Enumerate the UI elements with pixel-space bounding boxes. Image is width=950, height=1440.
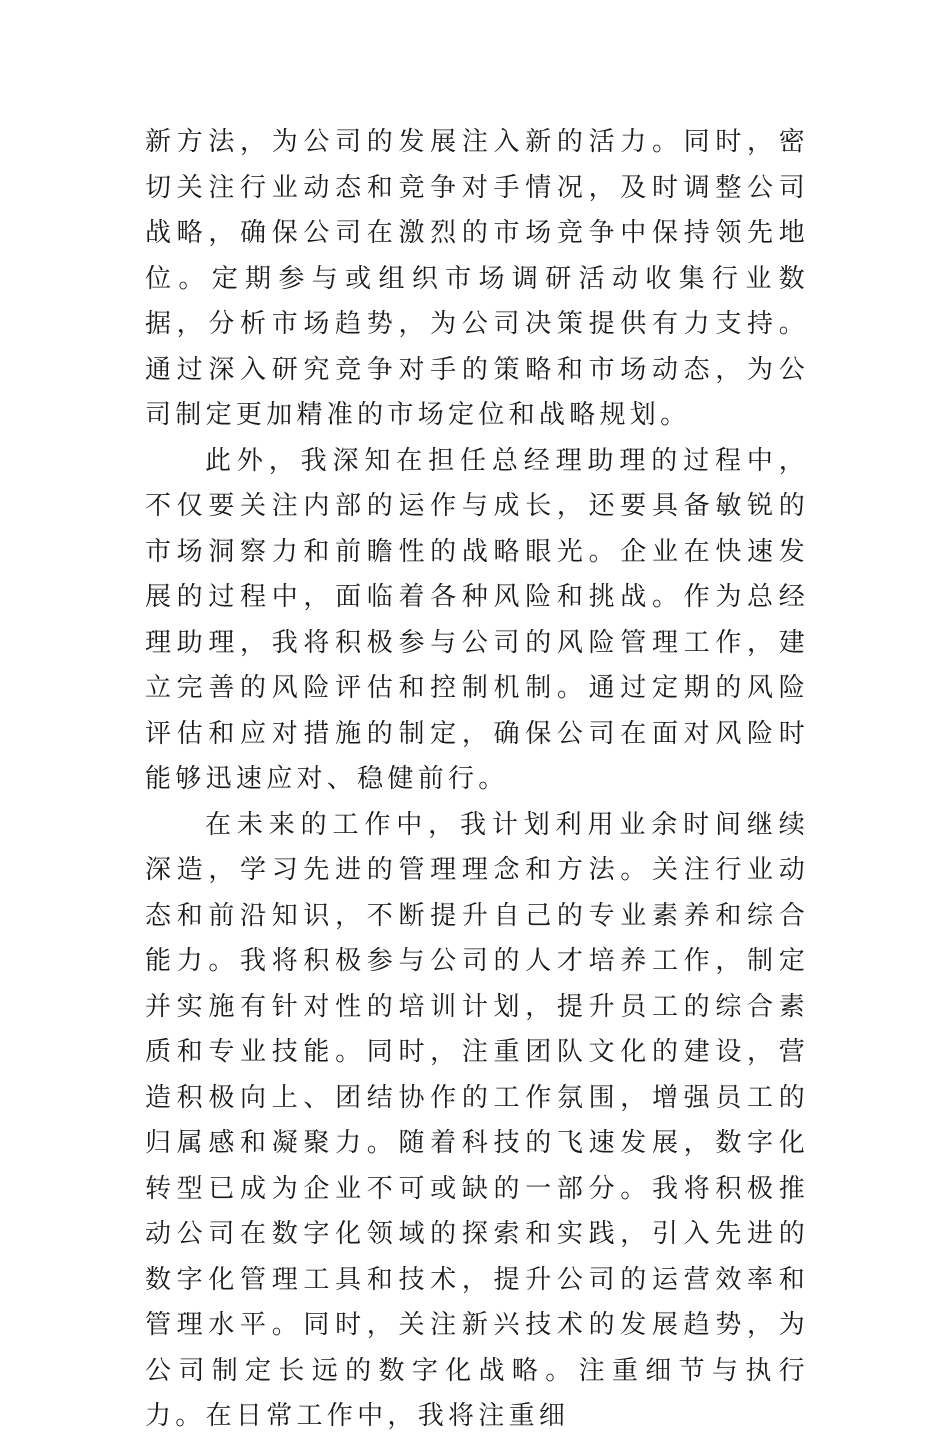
paragraph-3: 在未来的工作中，我计划利用业余时间继续深造，学习先进的管理理念和方法。关注行业动态和前沿知识，不断提升自己的专业素养和综合能力。我将积极参与公司的人才培养工作，制定并实施有针对性的培训计划，提升员工的综合素质和专业技能。同时，注重团队文化的建设，营造积极向上、团结协作的工作氛围，增强员工的归属感和凝聚力。随着科技的飞速发展，数字化转型已成为企业不可或缺的一部分。我将积极推动公司在数字化领域的探索和实践，引入先进的数字化管理工具和技术，提升公司的运营效率和管理水平。同时，关注新兴技术的发展趋势，为公司制定长远的数字化战略。注重细节与执行力。在日常工作中，我将注重细	[145, 809, 809, 1431]
paragraph-2: 此外，我深知在担任总经理助理的过程中，不仅要关注内部的运作与成长，还要具备敏锐的市场洞察力和前瞻性的战略眼光。企业在快速发展的过程中，面临着各种风险和挑战。作为总经理助理，我将积极参与公司的风险管理工作，建立完善的风险评估和控制机制。通过定期的风险评估和应对措施的制定，确保公司在面对风险时能够迅速应对、稳健前行。	[145, 445, 809, 794]
paragraph-1: 新方法，为公司的发展注入新的活力。同时，密切关注行业动态和竞争对手情况，及时调整公司战略，确保公司在激烈的市场竞争中保持领先地位。定期参与或组织市场调研活动收集行业数据，分析市场趋势，为公司决策提供有力支持。通过深入研究竞争对手的策略和市场动态，为公司制定更加精准的市场定位和战略规划。	[145, 127, 809, 430]
document-body	[145, 120, 809, 1440]
